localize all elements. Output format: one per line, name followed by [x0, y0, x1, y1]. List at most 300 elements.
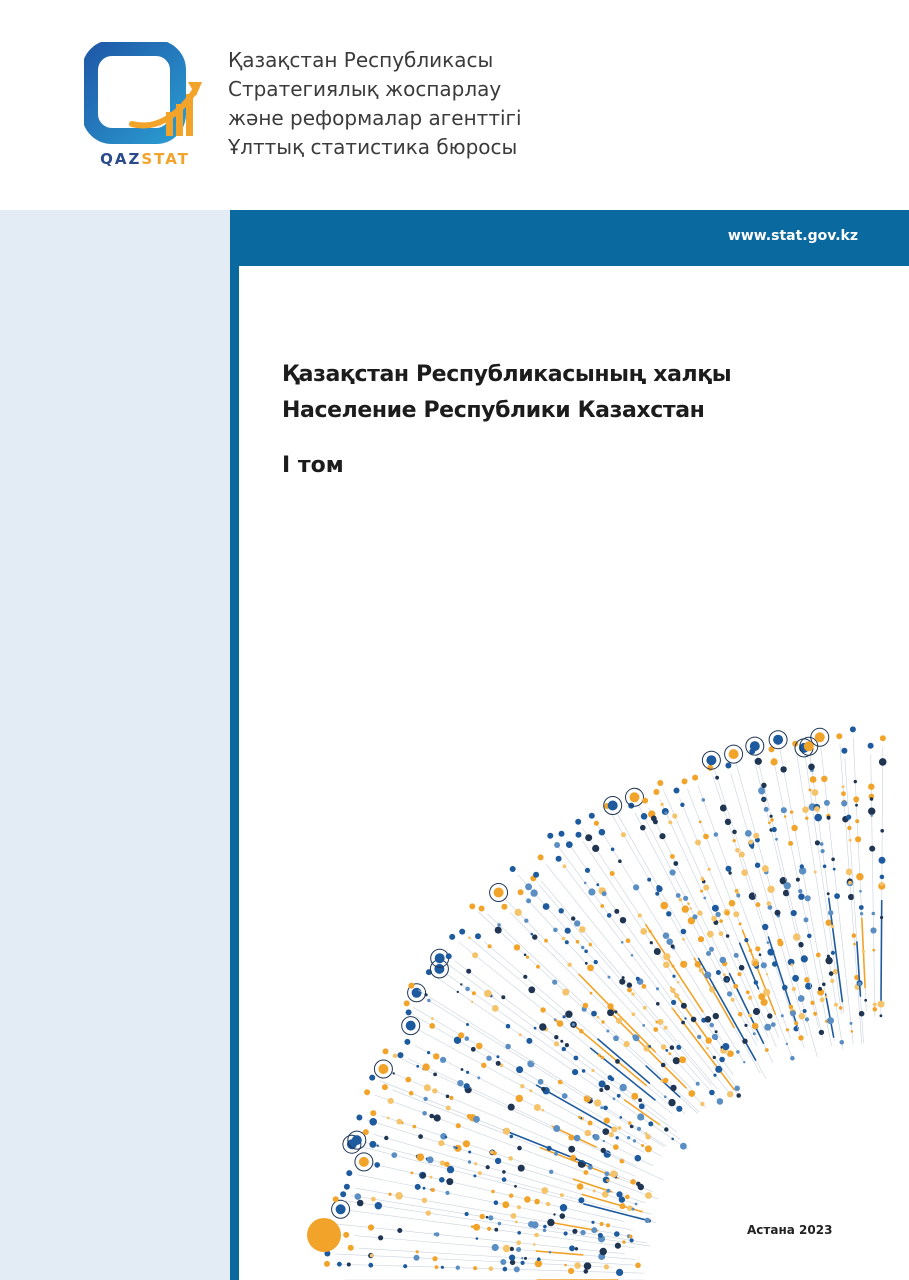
ray-dot — [671, 1138, 674, 1141]
ray-dot — [706, 951, 711, 956]
ray-dot — [565, 928, 571, 934]
sidebar-divider — [230, 210, 239, 1280]
outer-marker-dot — [369, 1075, 375, 1081]
ray-dot — [636, 977, 640, 981]
ray-dot — [554, 1035, 558, 1039]
outer-marker-dot — [510, 866, 516, 872]
outer-marker-dot — [363, 1129, 369, 1135]
outer-marker-dot — [343, 1232, 349, 1238]
agency-line-2: Стратегиялық жоспарлау — [228, 77, 502, 101]
ray-dot — [431, 1017, 434, 1020]
ray-dot — [687, 903, 689, 905]
ray-dot — [465, 987, 470, 992]
ray-dot — [645, 1218, 650, 1223]
ray-dot — [495, 1158, 501, 1164]
ray-dot — [840, 1040, 845, 1045]
ray-dot — [633, 1139, 636, 1142]
ray-dot — [850, 1022, 853, 1025]
ray-dot — [494, 1228, 498, 1232]
ray-dot — [825, 996, 828, 999]
ray-dot — [637, 1127, 641, 1131]
ray-dot — [427, 999, 430, 1002]
ray-dot — [416, 1065, 419, 1068]
ray-dot — [557, 1020, 564, 1027]
ray-dot — [821, 849, 825, 853]
ray-dot — [585, 1130, 592, 1137]
ray-dot — [627, 988, 632, 993]
ray-dot — [615, 1243, 621, 1249]
ray-dot — [682, 938, 685, 941]
ray-dot — [880, 875, 885, 880]
outer-marker-dot — [750, 741, 760, 751]
outer-marker-dot — [344, 1184, 350, 1190]
ray-dot — [468, 1160, 471, 1163]
ray-dot — [369, 1141, 376, 1148]
ray-dot — [393, 1054, 398, 1059]
ray-dot — [655, 892, 659, 896]
ray-dot — [635, 1263, 641, 1269]
ray-dot — [562, 937, 566, 941]
ray-dot — [432, 1088, 437, 1093]
ray-dot — [831, 951, 835, 955]
ray-dot — [599, 829, 606, 836]
ray-dot — [639, 1103, 645, 1109]
ray-dot — [590, 992, 593, 995]
ray-dot — [471, 1001, 473, 1003]
ray-dot — [393, 1072, 395, 1074]
outer-marker-dot — [653, 789, 659, 795]
ray-dot — [792, 975, 799, 982]
ray-dot — [663, 962, 670, 969]
ray-streak — [584, 1204, 646, 1220]
ray-dot — [746, 990, 750, 994]
ray-dot — [739, 965, 745, 971]
ray-dot — [660, 803, 663, 806]
ray-dot — [737, 972, 741, 976]
outer-marker-dot — [880, 735, 886, 741]
ray-dot — [726, 979, 729, 982]
ray-dot — [767, 941, 770, 944]
agency-line-1: Қазақстан Республикасы — [228, 48, 494, 72]
ray-dot — [709, 947, 714, 952]
ray-dot — [602, 1128, 609, 1135]
ray-dot — [606, 1189, 610, 1193]
ray-dot — [670, 854, 675, 859]
ray-dot — [585, 834, 592, 841]
ray-dot — [517, 1146, 522, 1151]
ray-dot — [870, 797, 874, 801]
agency-line-4: Ұлттық статистика бюросы — [228, 135, 518, 159]
ray-dot — [531, 933, 534, 936]
ray-dot — [664, 1127, 668, 1131]
ray-dot — [524, 1196, 531, 1203]
ray-dot — [424, 1084, 431, 1091]
ray-dot — [602, 891, 607, 896]
outer-marker-dot — [469, 903, 475, 909]
ray-dot — [833, 868, 836, 871]
ray-dot — [473, 1174, 476, 1177]
ray-dot — [603, 1140, 605, 1142]
ray-dot — [715, 776, 719, 780]
ray-dot — [541, 1087, 545, 1091]
ray-dot — [643, 1006, 647, 1010]
ray-dot — [536, 965, 540, 969]
outer-marker-dot — [674, 788, 680, 794]
outer-marker-dot — [404, 1039, 410, 1045]
ray-dot — [732, 830, 737, 835]
ray-dot — [670, 1045, 675, 1050]
outer-marker-dot — [475, 933, 481, 939]
website-url[interactable]: www.stat.gov.kz — [727, 228, 858, 244]
ray-dot — [808, 764, 815, 771]
ray-dot — [592, 845, 599, 852]
ray-dot — [547, 1147, 550, 1150]
ray-dot — [851, 1030, 854, 1033]
ray-dot — [682, 905, 689, 912]
ray-dot — [765, 1048, 769, 1052]
ray-dot — [755, 946, 760, 951]
ray-dot — [591, 1069, 594, 1072]
outer-marker-dot — [346, 1170, 352, 1176]
ray-dot — [663, 1078, 669, 1084]
outer-marker-dot — [642, 798, 648, 804]
ray-dot — [487, 1227, 491, 1231]
ray-dot — [697, 1035, 701, 1039]
ray-dot — [388, 1098, 394, 1104]
ray-dot — [460, 983, 462, 985]
ray-dot — [744, 1024, 747, 1027]
wordmark-qaz: QAZ — [100, 150, 142, 168]
ray-dot — [476, 1043, 483, 1050]
ray-dot — [347, 1263, 351, 1267]
ray-dot — [715, 912, 720, 917]
ray-dot — [568, 1268, 574, 1274]
ray-dot — [780, 766, 786, 772]
ray-dot — [726, 866, 732, 872]
ray-dot — [607, 1003, 613, 1009]
ray-dot — [567, 963, 571, 967]
ray-dot — [387, 1117, 390, 1120]
volume-label: I том — [282, 453, 344, 478]
ray-dot — [827, 1017, 834, 1024]
ray-dot — [429, 1023, 435, 1029]
outer-marker-dot — [576, 832, 582, 838]
ray-dot — [564, 1231, 568, 1235]
ray-dot — [578, 1197, 584, 1203]
ray-dot — [403, 1264, 407, 1268]
ray-dot — [664, 1095, 667, 1098]
ray-dot — [846, 815, 851, 820]
ray-dot — [668, 1099, 675, 1106]
outer-marker-dot — [773, 735, 783, 745]
ray-dot — [477, 1076, 480, 1079]
ray-dot — [692, 914, 697, 919]
ray-dot — [636, 1182, 641, 1187]
ray-streak — [862, 918, 865, 987]
ray-dot — [809, 789, 812, 792]
ray-dot — [571, 916, 575, 920]
ray-dot — [688, 1090, 695, 1097]
outer-marker-dot — [707, 765, 713, 771]
outer-marker-dot — [406, 1009, 412, 1015]
place-year: Астана 2023 — [747, 1223, 833, 1237]
ray-dot — [588, 888, 595, 895]
ray-dot — [435, 1265, 439, 1269]
ray-dot — [516, 1247, 521, 1252]
ray-dot — [707, 931, 714, 938]
ray-dot — [594, 821, 599, 826]
ray-dot — [519, 1033, 522, 1036]
outer-marker-dot — [382, 1084, 388, 1090]
ray-dot — [704, 972, 711, 979]
ray-dot — [492, 1244, 499, 1251]
ray-dot — [549, 1251, 552, 1254]
outer-marker-dot — [868, 743, 874, 749]
outer-marker-dot — [725, 763, 731, 769]
outer-marker-dot — [850, 726, 856, 732]
ray-dot — [855, 819, 859, 823]
ray-dot — [622, 1240, 625, 1243]
ray-dot — [656, 1002, 660, 1006]
outer-marker-dot — [706, 755, 716, 765]
ray-dot — [755, 863, 760, 868]
ray-dot — [575, 1247, 578, 1250]
ray-dot — [422, 1198, 427, 1203]
ray-dot — [711, 916, 717, 922]
ray-dot — [822, 983, 826, 987]
ray-dot — [618, 1126, 622, 1130]
ray-dot — [528, 986, 535, 993]
outer-marker-dot — [501, 904, 507, 910]
ray-dot — [421, 1173, 426, 1178]
outer-marker-dot — [324, 1261, 330, 1267]
ray-dot — [596, 883, 599, 886]
ray-dot — [728, 871, 731, 874]
ray-dot — [853, 943, 856, 946]
ray-dot — [426, 1210, 431, 1215]
ray-dot — [771, 758, 778, 765]
ray-dot — [739, 852, 745, 858]
ray-dot — [617, 1094, 621, 1098]
ray-dot — [627, 1205, 633, 1211]
ray-dot — [641, 1144, 644, 1147]
ray-dot — [665, 1049, 668, 1052]
ray-dot — [719, 931, 724, 936]
ray-line — [845, 759, 864, 1043]
ray-dot — [853, 796, 859, 802]
ray-dot — [736, 894, 740, 898]
ray-dot — [736, 1093, 741, 1098]
ray-dot — [468, 1151, 471, 1154]
ray-dot — [614, 909, 619, 914]
ray-dot — [703, 834, 709, 840]
ray-dot — [878, 1001, 885, 1008]
outer-marker-dot — [841, 748, 847, 754]
ray-dot — [611, 848, 615, 852]
ray-dot — [712, 905, 719, 912]
ray-dot — [461, 1068, 464, 1071]
ray-dot — [584, 882, 587, 885]
ray-dot — [601, 1148, 606, 1153]
ray-dot — [518, 1165, 525, 1172]
ray-dot — [524, 954, 527, 957]
ray-dot — [679, 1056, 686, 1063]
ray-dot — [502, 1177, 507, 1182]
ray-dot — [650, 941, 653, 944]
ray-dot — [828, 910, 833, 915]
ray-dot — [546, 1202, 550, 1206]
ray-dot — [455, 1147, 457, 1149]
ray-dot — [763, 798, 765, 800]
ray-dot — [466, 1071, 469, 1074]
ray-dot — [726, 934, 730, 938]
ray-dot — [466, 1023, 469, 1026]
ray-dot — [514, 1185, 517, 1188]
ray-dot — [415, 1184, 421, 1190]
ray-dot — [554, 842, 560, 848]
outer-marker-dot — [657, 780, 663, 786]
ray-dot — [506, 1024, 511, 1029]
ray-dot — [642, 984, 647, 989]
ray-dot — [868, 784, 874, 790]
ray-dot — [456, 1123, 461, 1128]
ray-dot — [574, 1135, 581, 1142]
ray-dot — [880, 829, 884, 833]
ray-dot — [521, 1257, 523, 1259]
ray-dot — [805, 817, 808, 820]
ray-dot — [680, 1143, 687, 1150]
ray-dot — [473, 1116, 480, 1123]
ray-dot — [829, 971, 834, 976]
ray-dot — [672, 975, 675, 978]
ray-dot — [658, 1123, 661, 1126]
ray-dot — [698, 936, 704, 942]
ray-dot — [439, 1177, 445, 1183]
ray-line — [414, 1007, 648, 1144]
ray-dot — [514, 944, 520, 950]
ray-dot — [424, 993, 427, 996]
outer-marker-dot — [608, 801, 618, 811]
ray-dot — [543, 1225, 547, 1229]
ray-dot — [606, 1179, 609, 1182]
ray-line — [555, 842, 738, 1090]
ray-dot — [872, 949, 875, 952]
ray-dot — [664, 811, 667, 814]
ray-dot — [547, 1219, 554, 1226]
ray-dot — [465, 1212, 469, 1216]
ray-dot — [800, 864, 804, 868]
ray-dot — [434, 1233, 437, 1236]
outer-marker-dot — [406, 1021, 416, 1031]
ray-dot — [681, 1003, 687, 1009]
ray-dot — [608, 1075, 613, 1080]
ray-dot — [604, 1085, 610, 1091]
ray-dot — [784, 815, 787, 818]
ray-dot — [534, 1104, 541, 1111]
ray-dot — [645, 1145, 652, 1152]
ray-dot — [565, 940, 569, 944]
ray-dot — [661, 1063, 666, 1068]
ray-dot — [767, 1013, 772, 1018]
ray-dot — [521, 1261, 525, 1265]
ray-line — [664, 790, 777, 1047]
ray-dot — [812, 779, 815, 782]
ray-dot — [841, 791, 846, 796]
ray-dot — [572, 1229, 577, 1234]
ray-dot — [620, 917, 626, 923]
ray-dot — [648, 1121, 653, 1126]
ray-dot — [510, 1135, 514, 1139]
ray-dot — [722, 1043, 729, 1050]
ray-dot — [384, 1136, 388, 1140]
ray-dot — [731, 998, 735, 1002]
ray-dot — [762, 924, 768, 930]
ray-dot — [649, 930, 652, 933]
ray-dot — [489, 1266, 494, 1271]
ray-dot — [656, 987, 659, 990]
ray-dot — [553, 1213, 555, 1215]
outer-marker-dot — [836, 733, 842, 739]
ray-dot — [502, 1201, 509, 1208]
ray-dot — [676, 893, 681, 898]
ray-dot — [627, 982, 632, 987]
ray-dot — [640, 825, 646, 831]
outer-marker-dot — [434, 964, 444, 974]
ray-dot — [509, 1255, 515, 1261]
ray-dot — [591, 1221, 594, 1224]
ray-dot — [598, 1054, 601, 1057]
ray-dot — [638, 1098, 642, 1102]
ray-dot — [496, 1061, 501, 1066]
ray-dot — [418, 1134, 423, 1139]
ray-dot — [764, 1024, 771, 1031]
ray-dot — [709, 1023, 714, 1028]
ray-dot — [827, 816, 831, 820]
ray-dot — [534, 1027, 537, 1030]
ray-dot — [445, 1191, 449, 1195]
ray-dot — [492, 1005, 499, 1012]
ray-dot — [653, 819, 658, 824]
ray-dot — [814, 871, 817, 874]
ray-dot — [472, 991, 476, 995]
ray-dot — [585, 962, 588, 965]
ray-dot — [563, 864, 567, 868]
ray-dot — [789, 1005, 793, 1009]
ray-dot — [834, 1003, 838, 1007]
ray-dot — [568, 1146, 575, 1153]
ray-dot — [814, 806, 820, 812]
ray-dot — [744, 938, 748, 942]
outer-marker-dot — [559, 831, 565, 837]
ray-dot — [611, 1126, 617, 1132]
ray-dot — [791, 963, 794, 966]
ray-dot — [564, 1264, 567, 1267]
ray-dot — [613, 1097, 616, 1100]
ray-dot — [495, 927, 502, 934]
ray-dot — [771, 1022, 776, 1027]
ray-dot — [725, 819, 731, 825]
ray-dot — [648, 1045, 651, 1048]
ray-dot — [378, 1235, 383, 1240]
ray-dot — [831, 858, 835, 862]
ray-dot — [645, 1192, 652, 1199]
ray-dot — [869, 846, 875, 852]
ray-dot — [673, 1057, 680, 1064]
ray-dot — [449, 1096, 453, 1100]
ray-dot — [879, 857, 886, 864]
ray-dot — [515, 1221, 518, 1224]
ray-dot — [633, 884, 639, 890]
